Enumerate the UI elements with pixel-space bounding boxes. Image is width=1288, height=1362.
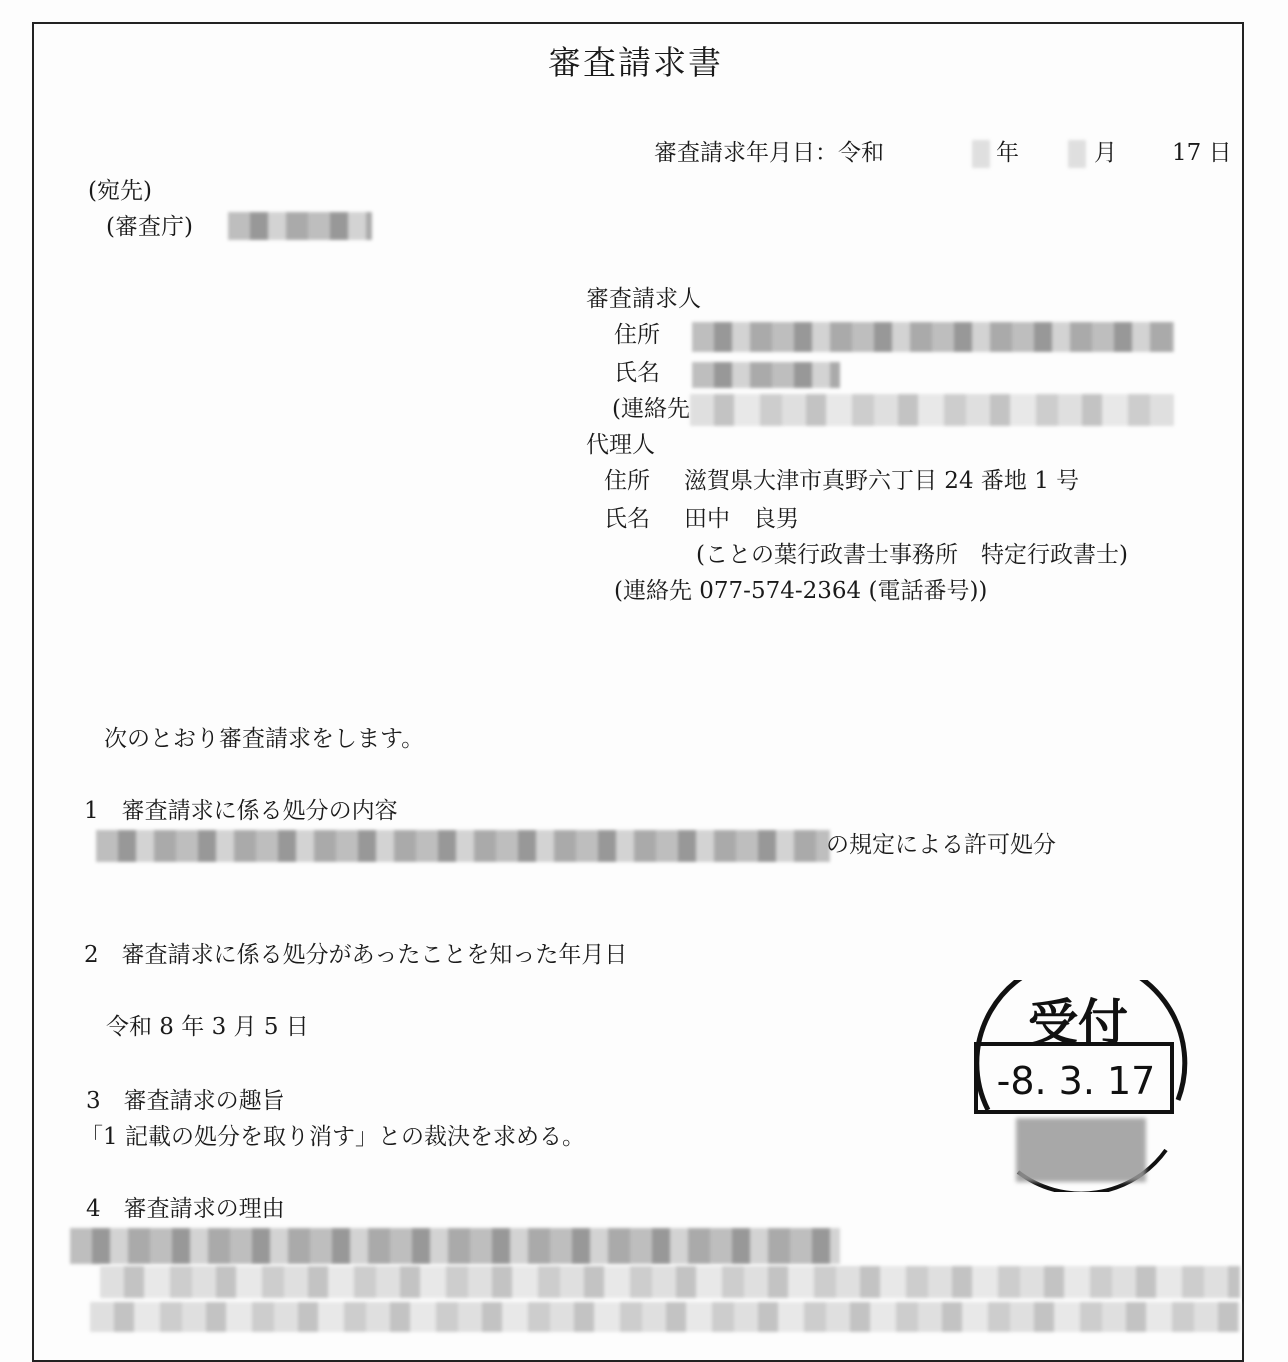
section-3-body: 「1 記載の処分を取り消す」との裁決を求める。	[80, 1124, 585, 1150]
date-month-suffix: 月	[1094, 140, 1117, 166]
redacted-requester-address	[692, 322, 1174, 352]
redacted-section-4-line-3	[90, 1302, 1240, 1332]
section-1-heading: 1 審査請求に係る処分の内容	[84, 798, 398, 824]
agent-name-label: 氏名	[604, 506, 650, 532]
agent-address: 滋賀県大津市真野六丁目 24 番地 1 号	[684, 468, 1080, 494]
intro-text: 次のとおり審査請求をします。	[104, 726, 425, 752]
requester-heading: 審査請求人	[586, 286, 701, 312]
agent-heading: 代理人	[586, 432, 655, 458]
agent-office: (ことの葉行政書士事務所 特定行政書士)	[696, 542, 1128, 568]
redacted-agency	[228, 212, 372, 240]
section-4-heading: 4 審査請求の理由	[86, 1196, 285, 1222]
requester-name-label: 氏名	[614, 360, 660, 386]
reception-stamp	[968, 980, 1190, 1192]
addressee-label: (宛先)	[88, 178, 152, 204]
stamp-date: -8. 3. 17	[996, 1059, 1156, 1103]
requester-contact-label: (連絡先	[612, 396, 690, 422]
date-year-suffix: 年	[996, 140, 1019, 166]
redacted-stamp-name	[1016, 1118, 1146, 1182]
section-2-heading: 2 審査請求に係る処分があったことを知った年月日	[84, 942, 628, 968]
redacted-year	[972, 140, 990, 168]
section-1-body: の規定による許可処分	[826, 832, 1056, 858]
section-3-heading: 3 審査請求の趣旨	[86, 1088, 285, 1114]
date-label: 審査請求年月日：令和	[654, 140, 884, 166]
section-2-body: 令和 8 年 3 月 5 日	[106, 1014, 309, 1040]
date-day: 17 日	[1172, 140, 1232, 166]
redacted-month	[1068, 140, 1086, 168]
redacted-requester-name	[692, 362, 840, 388]
requester-address-label: 住所	[614, 322, 660, 348]
redacted-section-4-line-1	[70, 1228, 840, 1264]
redacted-section-1-body	[96, 830, 830, 862]
agency-label: (審査庁)	[106, 214, 193, 240]
agent-contact: (連絡先 077-574-2364 (電話番号))	[614, 578, 988, 604]
stamp-text: 受付	[1028, 993, 1128, 1052]
redacted-requester-contact	[690, 394, 1174, 426]
redacted-section-4-line-2	[100, 1266, 1240, 1298]
agent-address-label: 住所	[604, 468, 650, 494]
document-title: 審査請求書	[548, 43, 723, 82]
agent-name: 田中 良男	[684, 506, 799, 532]
